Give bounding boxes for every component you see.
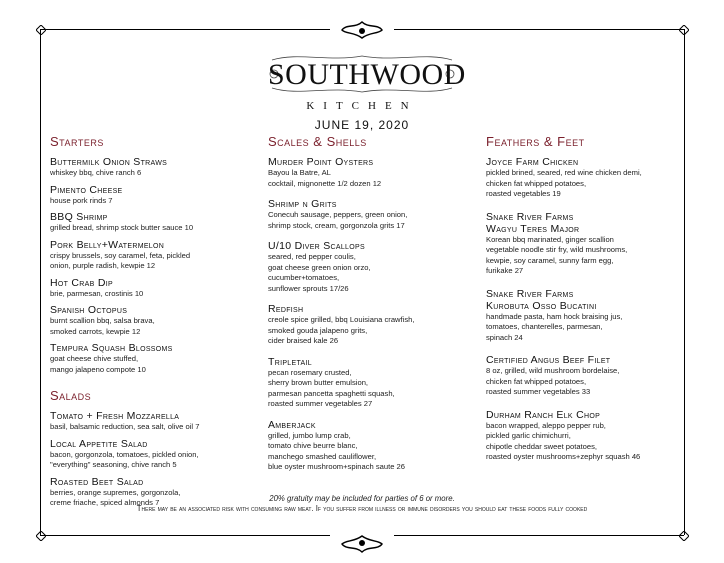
frame-top-left [40,29,330,30]
menu-item [268,198,468,231]
logo-wordmark: SOUTHWOOD [268,58,466,91]
column-starters-salads [50,134,250,514]
item-desc: grilled, jumbo lump crab, tomato chive beurre blanc, manchego smashed cauliflower, blue oyster mushroom+spinach saute 26 [268,430,405,471]
item-desc: bacon wrapped, aleppo pepper rub, pickled garlic chimichurri, chipotle cheddar sweet potatoes, roasted oyster mushrooms+zephyr squash 46 [486,420,641,461]
flourish-top-icon [336,18,388,46]
menu-item [486,211,686,277]
menu-item [268,356,468,410]
item-name: Shrimp n Grits [268,198,337,210]
item-name: Durham Ranch Elk Chop [486,408,601,421]
column-scales-shells [268,134,468,482]
item-desc: goat cheese chive stuffed, mango jalapeno compote 10 [50,354,146,374]
item-name: Snake River Farms Wagyu Teres Major [486,210,580,235]
corner-ornament-icon [679,25,689,35]
section-salads [50,388,250,509]
menu-item [486,288,686,344]
item-name: Roasted Beet Salad [50,475,144,488]
menu-item [268,303,468,347]
item-desc: crispy brussels, soy caramel, feta, pickled onion, purple radish, kewpie 12 [50,250,191,270]
item-desc: burnt scallion bbq, salsa brava, smoked carrots, kewpie 12 [50,316,155,336]
item-name: U/10 Diver Scallops [268,240,365,252]
item-name: Buttermilk Onion Straws [50,156,168,168]
frame-bottom-left [40,535,330,536]
item-name: Amberjack [268,418,316,431]
menu-item [50,184,250,207]
item-desc: seared, red pepper coulis, goat cheese green onion orzo, cucumber+tomatoes, sunflower sprouts 17/26 [268,252,371,293]
menu-footer [60,494,664,514]
menu-item [50,342,250,375]
menu-date: JUNE 19, 2020 [314,118,410,132]
item-desc: 8 oz, grilled, wild mushroom bordelaise, chicken fat whipped potatoes, roasted summer vegetables 33 [486,366,620,396]
item-desc: Conecuh sausage, peppers, green onion, shrimp stock, cream, gorgonzola grits 17 [268,210,408,230]
item-desc: creole spice grilled, bbq Louisiana crawfish, smoked gouda jalapeno grits, cider braised kale 26 [268,315,415,345]
item-desc: brie, parmesan, crostinis 10 [50,288,144,298]
item-desc: Bayou la Batre, AL cocktail, mignonette 1/2 dozen 12 [268,168,382,188]
item-name: Tripletail [268,355,312,368]
item-desc: Korean bbq marinated, ginger scallion vegetable noodle stir fry, wild mushrooms, kewpie, soy caramel, sunny farm egg, furikake 27 [486,234,628,275]
menu-item [50,211,250,234]
item-name: Tempura Squash Blossoms [50,342,173,354]
item-name: Spanish Octopus [50,304,128,316]
corner-ornament-icon [36,25,46,35]
menu-item [50,304,250,337]
menu-item [50,410,250,433]
item-desc: pickled brined, seared, red wine chicken demi, chicken fat whipped potatoes, roasted vegetables 19 [486,168,642,198]
gratuity-note: 20% gratuity may be included for parties of 6 or more. [269,494,455,503]
menu-item [50,277,250,300]
item-desc: grilled bread, shrimp stock butter sauce 10 [50,223,194,232]
frame-top-right [394,29,684,30]
raw-meat-warning: There may be an associated risk with consuming raw meat. If you suffer from illness or immune disorders you should eat these foods fully cooked [136,504,588,513]
column-feathers-feet [486,134,686,474]
flourish-bottom-icon [336,528,388,556]
menu-item [50,156,250,179]
section-starters [50,134,250,375]
item-desc: basil, balsamic reduction, sea salt, olive oil 7 [50,422,200,431]
item-name: Pimento Cheese [50,183,123,196]
frame-bottom-right [394,535,684,536]
item-desc: handmade pasta, ham hock braising jus, tomatoes, chanterelles, parmesan, spinach 24 [486,311,623,342]
section-title: Salads [50,388,92,403]
item-name: Redfish [268,303,304,315]
corner-ornament-icon [679,531,689,541]
section-scales-shells [268,134,468,473]
item-name: Certified Angus Beef Filet [486,354,611,366]
item-desc: bacon, gorgonzola, tomatoes, pickled onion, "everything" seasoning, chive ranch 5 [50,449,199,469]
corner-ornament-icon [36,531,46,541]
item-desc: berries, orange supremes, gorgonzola, creme friache, spiced almonds 7 [50,487,181,507]
item-name: Joyce Farm Chicken [486,156,579,168]
menu-item [486,409,686,463]
menu-item [50,438,250,471]
logo-subtitle: KITCHEN [306,100,418,112]
item-name: BBQ Shrimp [50,211,108,223]
item-name: Pork Belly+Watermelon [50,238,165,251]
item-desc: pecan rosemary crusted, sherry brown butter emulsion, parmesan pancetta spaghetti squash, roasted summer vegetables 27 [268,367,395,408]
menu-item [486,156,686,200]
item-name: Murder Point Oysters [268,156,374,168]
item-desc: whiskey bbq, chive ranch 6 [50,168,142,177]
menu-item [486,354,686,398]
item-name: Hot Crab Dip [50,276,113,289]
restaurant-logo [268,52,466,96]
menu-item [268,156,468,189]
item-name: Local Appetite Salad [50,437,148,450]
section-feathers-feet [486,134,686,463]
item-name: Snake River Farms Kurobuta Osso Bucatini [486,287,597,312]
item-desc: house pork rinds 7 [50,195,113,205]
section-title: Starters [50,134,104,149]
menu-item [268,419,468,473]
section-title: Scales & Shells [268,134,367,149]
menu-item [50,239,250,272]
menu-item [268,240,468,294]
item-name: Tomato + Fresh Mozzarella [50,410,180,422]
section-title: Feathers & Feet [486,134,585,149]
